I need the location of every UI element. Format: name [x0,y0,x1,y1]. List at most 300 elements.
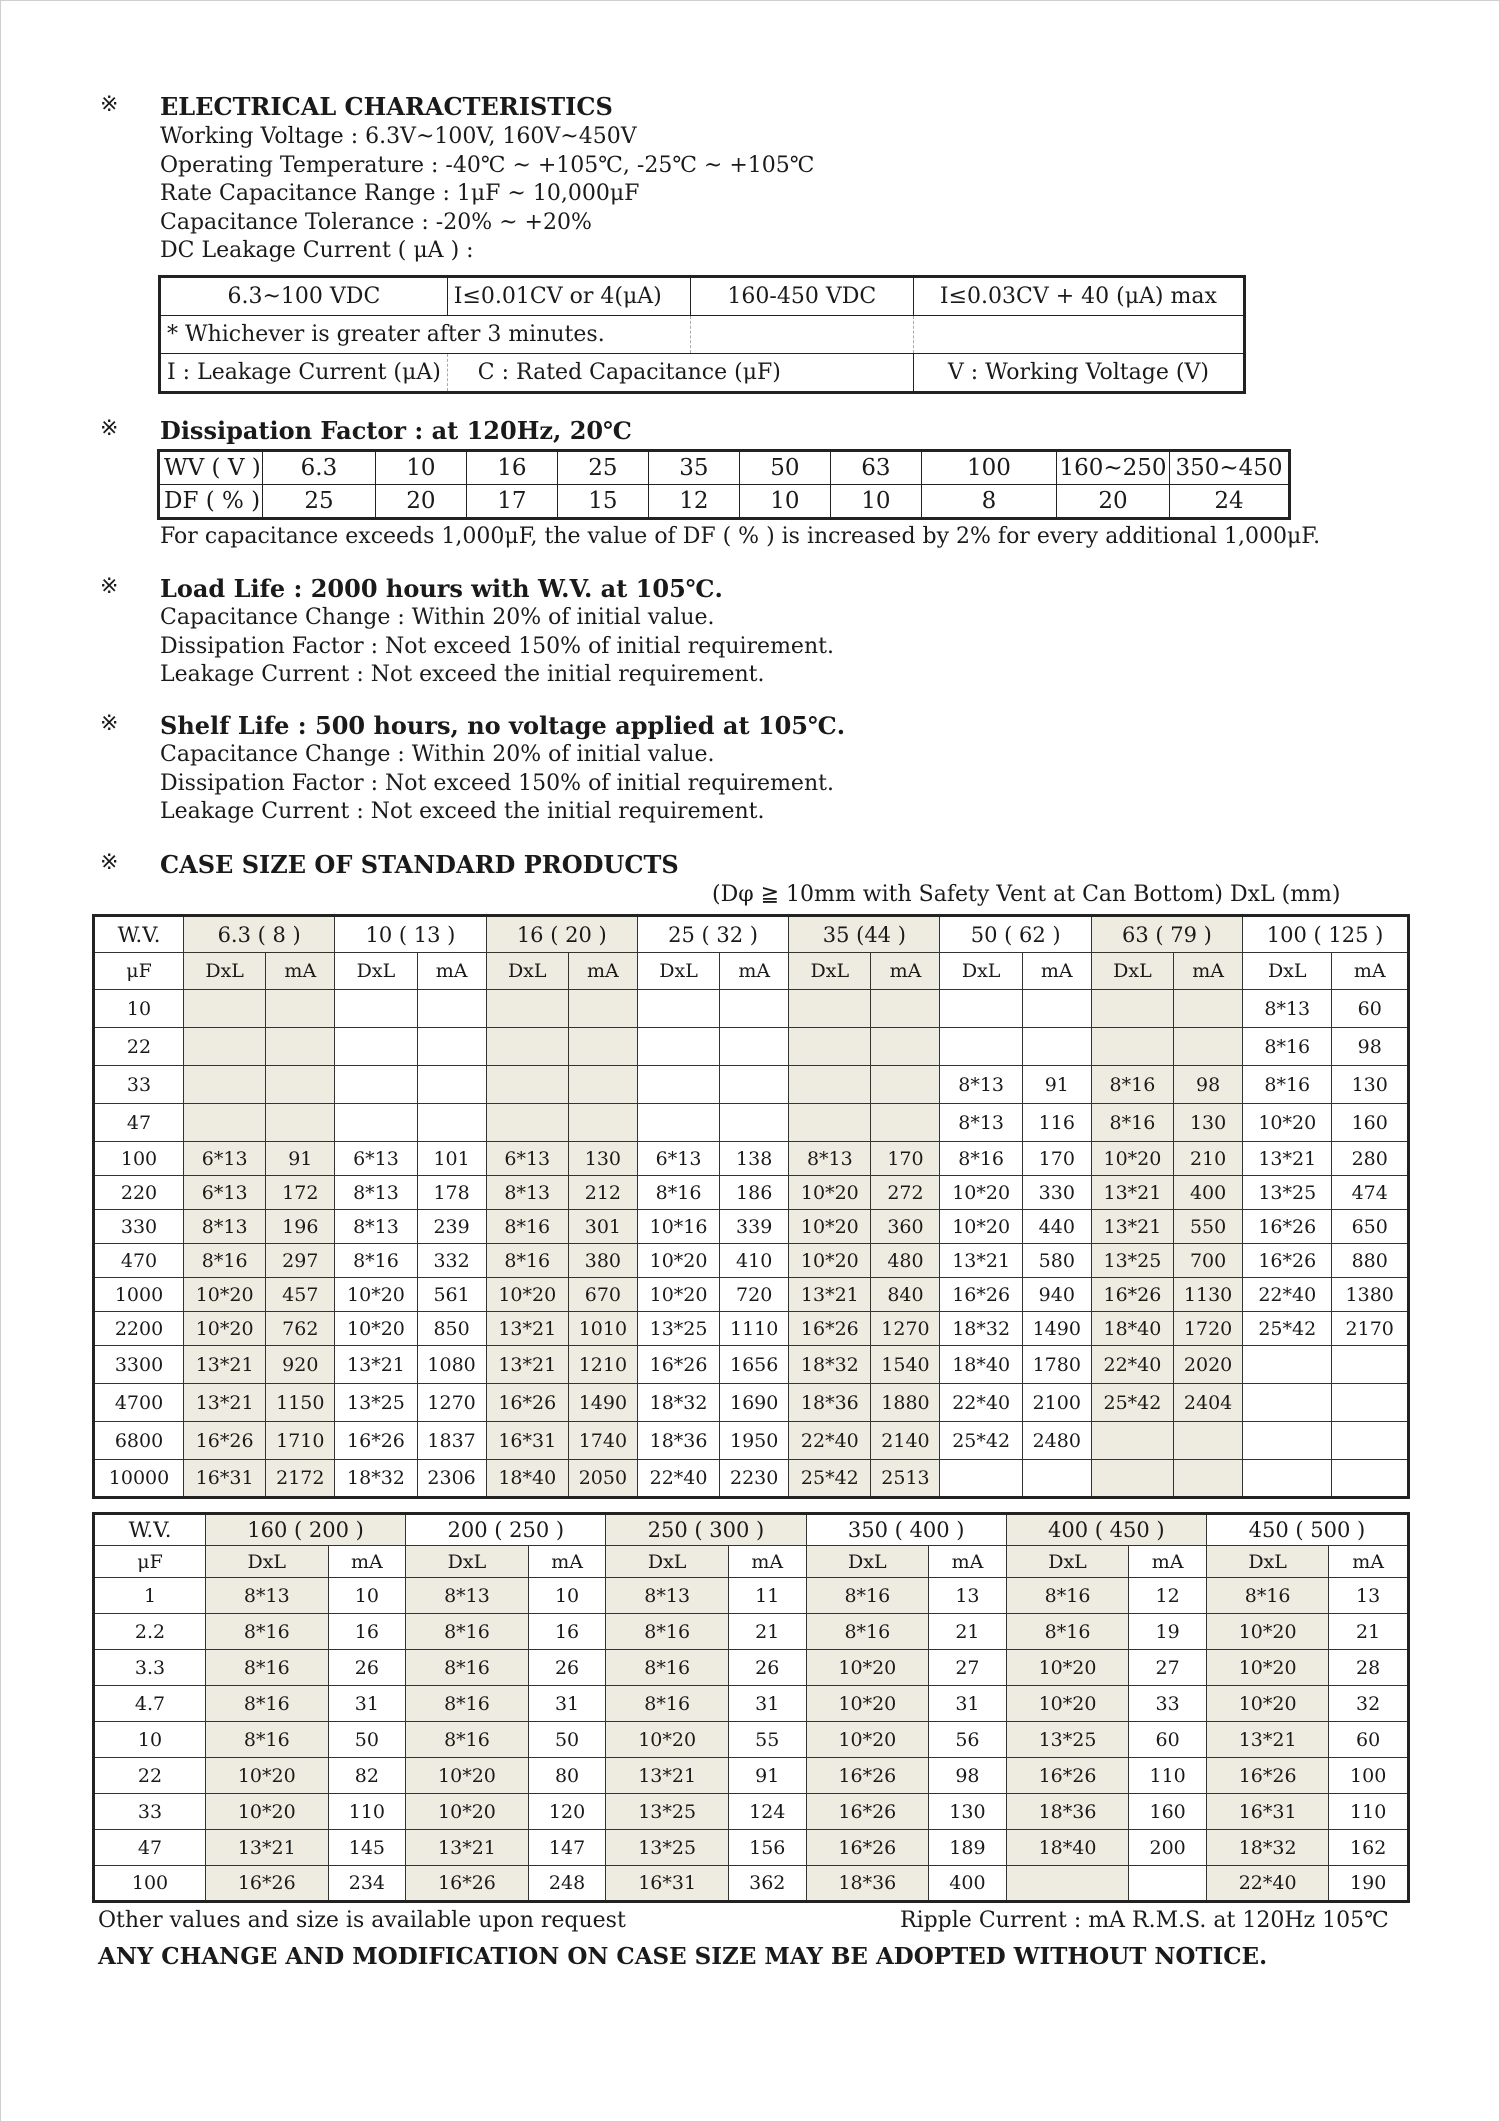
ma-cell: 561 [417,1278,486,1312]
ma-header: mA [528,1546,606,1578]
dxl-cell: 18*32 [1206,1830,1328,1866]
dxl-cell: 16*26 [486,1384,568,1422]
dxl-cell: 13*21 [486,1312,568,1346]
capacitance-cell: 220 [94,1176,184,1210]
leakage-cell: 6.3~100 VDC [160,277,448,316]
dxl-cell: 8*16 [486,1210,568,1244]
capacitance-cell: 6800 [94,1422,184,1460]
unit-header-row [94,1546,1409,1578]
dxl-cell: 13*21 [606,1758,729,1794]
wv-cell: 25 [557,451,648,485]
dxl-cell: 10*20 [1206,1614,1328,1650]
ma-cell [1022,1460,1091,1498]
dxl-cell: 18*36 [1006,1794,1129,1830]
dxl-header: DxL [1206,1546,1328,1578]
ma-cell: 880 [1332,1244,1409,1278]
dxl-cell: 16*26 [806,1758,929,1794]
ma-cell: 360 [871,1210,940,1244]
dxl-cell: 8*16 [206,1650,329,1686]
dxl-cell: 8*13 [206,1578,329,1614]
ma-cell [568,1066,637,1104]
shelf-life-line: Capacitance Change : Within 20% of initial value. [160,742,715,767]
ma-cell: 2170 [1332,1312,1409,1346]
ma-cell: 2513 [871,1460,940,1498]
ma-cell [266,1066,335,1104]
ma-cell: 362 [728,1866,806,1902]
ma-cell: 1950 [720,1422,789,1460]
ma-cell: 210 [1174,1142,1243,1176]
leakage-cell: I≤0.01CV or 4(μA) [447,277,690,316]
capacitance-cell: 1000 [94,1278,184,1312]
dxl-cell: 16*26 [406,1866,529,1902]
dxl-cell: 22*40 [1091,1346,1173,1384]
dxl-cell: 22*40 [1243,1278,1332,1312]
dxl-cell: 8*16 [335,1244,417,1278]
dxl-header: DxL [406,1546,529,1578]
ma-cell [568,1104,637,1142]
ma-cell: 940 [1022,1278,1091,1312]
voltage-header: 450 ( 500 ) [1206,1514,1408,1546]
ma-cell: 33 [1129,1686,1207,1722]
ma-cell [568,1028,637,1066]
ma-cell: 60 [1129,1722,1207,1758]
dxl-cell [1091,1460,1173,1498]
dxl-cell: 16*26 [184,1422,266,1460]
dxl-cell: 10*20 [206,1758,329,1794]
ma-cell: 440 [1022,1210,1091,1244]
ma-cell: 98 [1174,1066,1243,1104]
dxl-cell: 18*32 [789,1346,871,1384]
wv-cell: 160~250 [1057,451,1170,485]
shelf-life-lines [160,741,834,827]
reference-mark: ※ [100,92,119,117]
ma-cell: 186 [720,1176,789,1210]
leakage-row [160,277,1245,316]
wv-cell: 10 [375,451,466,485]
dxl-cell [637,990,719,1028]
ma-cell: 720 [720,1278,789,1312]
dxl-cell: 8*16 [806,1614,929,1650]
ma-cell: 101 [417,1142,486,1176]
wv-cell: 6.3 [263,451,376,485]
dxl-cell [1091,990,1173,1028]
dxl-cell: 18*32 [637,1384,719,1422]
dxl-cell: 13*25 [637,1312,719,1346]
voltage-header: 35 (44 ) [789,916,940,953]
dxl-cell: 8*13 [940,1104,1022,1142]
ma-cell [720,1066,789,1104]
ma-cell [720,1104,789,1142]
shelf-life-line: Leakage Current : Not exceed the initial requirement. [160,799,765,824]
voltage-header: 63 ( 79 ) [1091,916,1242,953]
voltage-header: 6.3 ( 8 ) [184,916,335,953]
capacitance-cell: 33 [94,1794,206,1830]
dxl-cell [335,990,417,1028]
capacitance-tolerance: Capacitance Tolerance : -20% ~ +20% [160,209,592,235]
capacitance-cell: 4.7 [94,1686,206,1722]
ma-cell [1129,1866,1207,1902]
dxl-cell: 10*20 [789,1244,871,1278]
ma-cell: 190 [1329,1866,1409,1902]
load-life-title: Load Life : 2000 hours with W.V. at 105℃. [160,574,723,603]
ma-cell: 650 [1332,1210,1409,1244]
dxl-cell: 6*13 [184,1142,266,1176]
dxl-cell [1243,1346,1332,1384]
dxl-cell: 13*25 [335,1384,417,1422]
leakage-cell: 160-450 VDC [690,277,913,316]
voltage-header: 16 ( 20 ) [486,916,637,953]
ma-cell: 234 [328,1866,406,1902]
ma-cell: 2172 [266,1460,335,1498]
ma-cell: 1490 [1022,1312,1091,1346]
ma-cell: 1110 [720,1312,789,1346]
reference-mark: ※ [100,850,119,875]
ma-header: mA [1174,953,1243,990]
dxl-cell [789,1104,871,1142]
dxl-cell: 10*20 [1206,1650,1328,1686]
dxl-cell: 6*13 [637,1142,719,1176]
case-size-row [94,1686,1409,1722]
ma-cell: 100 [1329,1758,1409,1794]
ma-cell: 31 [929,1686,1007,1722]
ma-cell: 762 [266,1312,335,1346]
ma-cell: 124 [728,1794,806,1830]
wv-cell: 50 [739,451,830,485]
leakage-cell: I≤0.03CV + 40 (μA) max [913,277,1244,316]
dxl-cell: 18*40 [1091,1312,1173,1346]
capacitance-cell: 4700 [94,1384,184,1422]
ma-cell: 130 [1174,1104,1243,1142]
ma-cell [1022,990,1091,1028]
case-size-row [94,1866,1409,1902]
ma-cell: 162 [1329,1830,1409,1866]
load-life-lines [160,604,834,690]
ma-header: mA [328,1546,406,1578]
ma-cell: 31 [728,1686,806,1722]
leakage-table [158,275,1246,394]
dxl-cell [940,1460,1022,1498]
ma-cell [1174,1460,1243,1498]
dxl-cell: 8*13 [940,1066,1022,1104]
dxl-cell: 8*16 [1091,1066,1173,1104]
ma-cell: 301 [568,1210,637,1244]
load-life-line: Dissipation Factor : Not exceed 150% of initial requirement. [160,633,834,659]
working-voltage: Working Voltage : 6.3V~100V, 160V~450V [160,124,637,149]
dxl-cell: 16*31 [486,1422,568,1460]
dxl-cell: 16*31 [184,1460,266,1498]
dxl-cell: 13*21 [1243,1142,1332,1176]
df-cell: 25 [263,485,376,519]
wv-row [159,451,1290,485]
ma-cell: 1540 [871,1346,940,1384]
dxl-cell: 10*20 [637,1244,719,1278]
ma-cell: 130 [929,1794,1007,1830]
ma-cell: 1010 [568,1312,637,1346]
dissipation-title: Dissipation Factor : at 120Hz, 20℃ [160,416,632,445]
df-cell: 10 [739,485,830,519]
dxl-cell: 10*20 [486,1278,568,1312]
ma-cell: 2306 [417,1460,486,1498]
ma-cell: 170 [1022,1142,1091,1176]
dxl-cell: 13*21 [206,1830,329,1866]
dxl-cell [486,990,568,1028]
dxl-cell: 10*20 [1091,1142,1173,1176]
capacitance-cell: 33 [94,1066,184,1104]
dxl-cell: 8*13 [606,1578,729,1614]
case-size-row [94,1460,1409,1498]
ma-cell: 50 [528,1722,606,1758]
ma-cell: 26 [528,1650,606,1686]
ma-cell: 110 [328,1794,406,1830]
ma-cell: 280 [1332,1142,1409,1176]
ma-cell: 1690 [720,1384,789,1422]
ma-cell: 1720 [1174,1312,1243,1346]
wv-cell: 350~450 [1170,451,1290,485]
ma-cell: 60 [1332,990,1409,1028]
dxl-cell: 13*21 [486,1346,568,1384]
ma-header: mA [266,953,335,990]
dxl-cell [789,1028,871,1066]
dissipation-table [157,449,1291,520]
ma-cell [1332,1422,1409,1460]
case-size-table-high-voltage [92,1512,1410,1903]
case-size-row [94,1614,1409,1650]
unit-header-row [94,953,1409,990]
dxl-cell: 25*42 [789,1460,871,1498]
ma-cell: 189 [929,1830,1007,1866]
dxl-cell [637,1066,719,1104]
case-size-row [94,1244,1409,1278]
dxl-cell: 8*16 [206,1614,329,1650]
ma-cell: 2404 [1174,1384,1243,1422]
case-size-row [94,1142,1409,1176]
dxl-cell: 6*13 [184,1176,266,1210]
ma-cell: 16 [528,1614,606,1650]
dxl-cell: 8*16 [1006,1614,1129,1650]
dxl-cell: 18*32 [335,1460,417,1498]
dxl-cell: 22*40 [940,1384,1022,1422]
ma-cell [568,990,637,1028]
ma-cell: 82 [328,1758,406,1794]
ma-cell [1332,1460,1409,1498]
ma-cell: 200 [1129,1830,1207,1866]
ma-cell: 110 [1129,1758,1207,1794]
ma-cell: 1780 [1022,1346,1091,1384]
leakage-empty [913,316,1244,354]
ma-cell: 130 [1332,1066,1409,1104]
dxl-cell: 18*40 [940,1346,1022,1384]
dc-leakage-label: DC Leakage Current ( μA ) : [160,238,474,263]
wv-header: W.V. [94,916,184,953]
dxl-cell [335,1028,417,1066]
ma-cell: 297 [266,1244,335,1278]
ma-cell: 56 [929,1722,1007,1758]
dxl-cell: 6*13 [486,1142,568,1176]
ma-cell: 332 [417,1244,486,1278]
dxl-cell: 18*36 [637,1422,719,1460]
leakage-cell: V : Working Voltage (V) [913,354,1244,393]
dxl-cell: 16*26 [1243,1244,1332,1278]
dxl-cell: 13*21 [1206,1722,1328,1758]
voltage-header: 50 ( 62 ) [940,916,1091,953]
dxl-cell: 8*13 [406,1578,529,1614]
ma-header: mA [1022,953,1091,990]
wv-cell: 35 [648,451,739,485]
dxl-cell: 13*25 [1243,1176,1332,1210]
case-size-title: CASE SIZE OF STANDARD PRODUCTS [160,850,679,879]
footer-ripple-current: Ripple Current : mA R.M.S. at 120Hz 105℃ [900,1908,1389,1933]
ma-cell: 170 [871,1142,940,1176]
ma-cell [417,1104,486,1142]
ma-cell: 850 [417,1312,486,1346]
dxl-cell: 16*26 [806,1794,929,1830]
dxl-cell [486,1028,568,1066]
dxl-cell [789,1066,871,1104]
ma-cell: 920 [266,1346,335,1384]
voltage-header-row [94,1514,1409,1546]
dxl-cell [1006,1866,1129,1902]
dxl-cell: 8*13 [335,1210,417,1244]
dxl-cell: 10*20 [606,1722,729,1758]
ma-cell: 2140 [871,1422,940,1460]
ma-cell [1174,990,1243,1028]
ma-cell: 10 [528,1578,606,1614]
dxl-cell: 13*25 [606,1830,729,1866]
dxl-cell: 16*31 [606,1866,729,1902]
ma-cell: 474 [1332,1176,1409,1210]
dxl-cell: 16*26 [1243,1210,1332,1244]
wv-label: WV ( V ) [159,451,263,485]
ma-header: mA [929,1546,1007,1578]
ma-cell: 98 [1332,1028,1409,1066]
dxl-cell [1243,1460,1332,1498]
dxl-header: DxL [335,953,417,990]
ma-cell: 196 [266,1210,335,1244]
capacitance-cell: 3300 [94,1346,184,1384]
df-label: DF ( % ) [159,485,263,519]
ma-cell: 400 [1174,1176,1243,1210]
ma-header: mA [871,953,940,990]
ma-cell [417,1028,486,1066]
dxl-cell: 8*16 [606,1614,729,1650]
dxl-cell: 10*20 [806,1650,929,1686]
ma-cell: 27 [1129,1650,1207,1686]
dxl-cell: 22*40 [1206,1866,1328,1902]
electrical-title: ELECTRICAL CHARACTERISTICS [160,92,613,121]
ma-cell [871,1028,940,1066]
ma-cell [720,990,789,1028]
ma-cell: 11 [728,1578,806,1614]
capacitance-cell: 10 [94,990,184,1028]
ma-cell: 2050 [568,1460,637,1498]
dxl-cell: 16*31 [1206,1794,1328,1830]
ma-header: mA [720,953,789,990]
wv-cell: 63 [830,451,921,485]
dxl-cell [486,1104,568,1142]
dxl-header: DxL [1243,953,1332,990]
leakage-row [160,354,1245,393]
ma-cell: 1490 [568,1384,637,1422]
ma-cell: 1270 [871,1312,940,1346]
ma-cell: 1150 [266,1384,335,1422]
ma-cell [1174,1028,1243,1066]
dxl-header: DxL [486,953,568,990]
dxl-cell: 16*26 [806,1830,929,1866]
ma-cell [266,1028,335,1066]
capacitance-cell: 22 [94,1028,184,1066]
ma-cell: 172 [266,1176,335,1210]
dxl-cell: 8*13 [486,1176,568,1210]
dxl-cell [184,1066,266,1104]
dxl-cell: 13*21 [184,1346,266,1384]
dxl-cell: 10*16 [637,1210,719,1244]
dxl-cell [789,990,871,1028]
dxl-cell [637,1028,719,1066]
electrical-lines [160,123,814,266]
dxl-cell: 8*16 [1206,1578,1328,1614]
ma-cell: 410 [720,1244,789,1278]
ma-cell: 60 [1329,1722,1409,1758]
ma-cell: 50 [328,1722,406,1758]
ma-cell: 380 [568,1244,637,1278]
ma-cell: 339 [720,1210,789,1244]
dxl-cell: 13*21 [1091,1176,1173,1210]
ma-cell: 91 [728,1758,806,1794]
dxl-cell: 16*26 [940,1278,1022,1312]
ma-cell: 12 [1129,1578,1207,1614]
dxl-cell: 25*42 [940,1422,1022,1460]
ma-cell: 130 [568,1142,637,1176]
ma-cell: 28 [1329,1650,1409,1686]
voltage-header: 25 ( 32 ) [637,916,788,953]
dxl-cell [1091,1422,1173,1460]
case-size-row [94,1176,1409,1210]
df-cell: 12 [648,485,739,519]
dxl-cell: 8*13 [1243,990,1332,1028]
dxl-cell: 8*16 [1243,1066,1332,1104]
load-life-line: Leakage Current : Not exceed the initial requirement. [160,662,765,687]
capacitance-cell: 100 [94,1142,184,1176]
shelf-life-line: Dissipation Factor : Not exceed 150% of initial requirement. [160,770,834,796]
dxl-cell: 8*13 [335,1176,417,1210]
ma-cell: 27 [929,1650,1007,1686]
dxl-cell: 10*20 [806,1686,929,1722]
dxl-cell: 10*20 [806,1722,929,1758]
dxl-cell [184,1028,266,1066]
ma-cell: 145 [328,1830,406,1866]
case-size-row [94,1066,1409,1104]
uf-header: μF [94,1546,206,1578]
case-size-row [94,1758,1409,1794]
dxl-cell: 8*13 [184,1210,266,1244]
ma-cell: 116 [1022,1104,1091,1142]
dxl-cell: 10*20 [940,1210,1022,1244]
capacitance-cell: 3.3 [94,1650,206,1686]
dxl-header: DxL [1006,1546,1129,1578]
dxl-cell: 8*16 [206,1686,329,1722]
leakage-row [160,316,1245,354]
ma-cell: 1210 [568,1346,637,1384]
ma-cell: 13 [1329,1578,1409,1614]
df-cell: 8 [921,485,1056,519]
dxl-cell: 10*20 [637,1278,719,1312]
dxl-cell: 18*36 [789,1384,871,1422]
ma-cell: 91 [1022,1066,1091,1104]
footer-notice: ANY CHANGE AND MODIFICATION ON CASE SIZE MAY BE ADOPTED WITHOUT NOTICE. [98,1943,1268,1970]
ma-cell: 400 [929,1866,1007,1902]
dxl-cell: 18*40 [1006,1830,1129,1866]
leakage-cell: C : Rated Capacitance (μF) [447,354,913,393]
